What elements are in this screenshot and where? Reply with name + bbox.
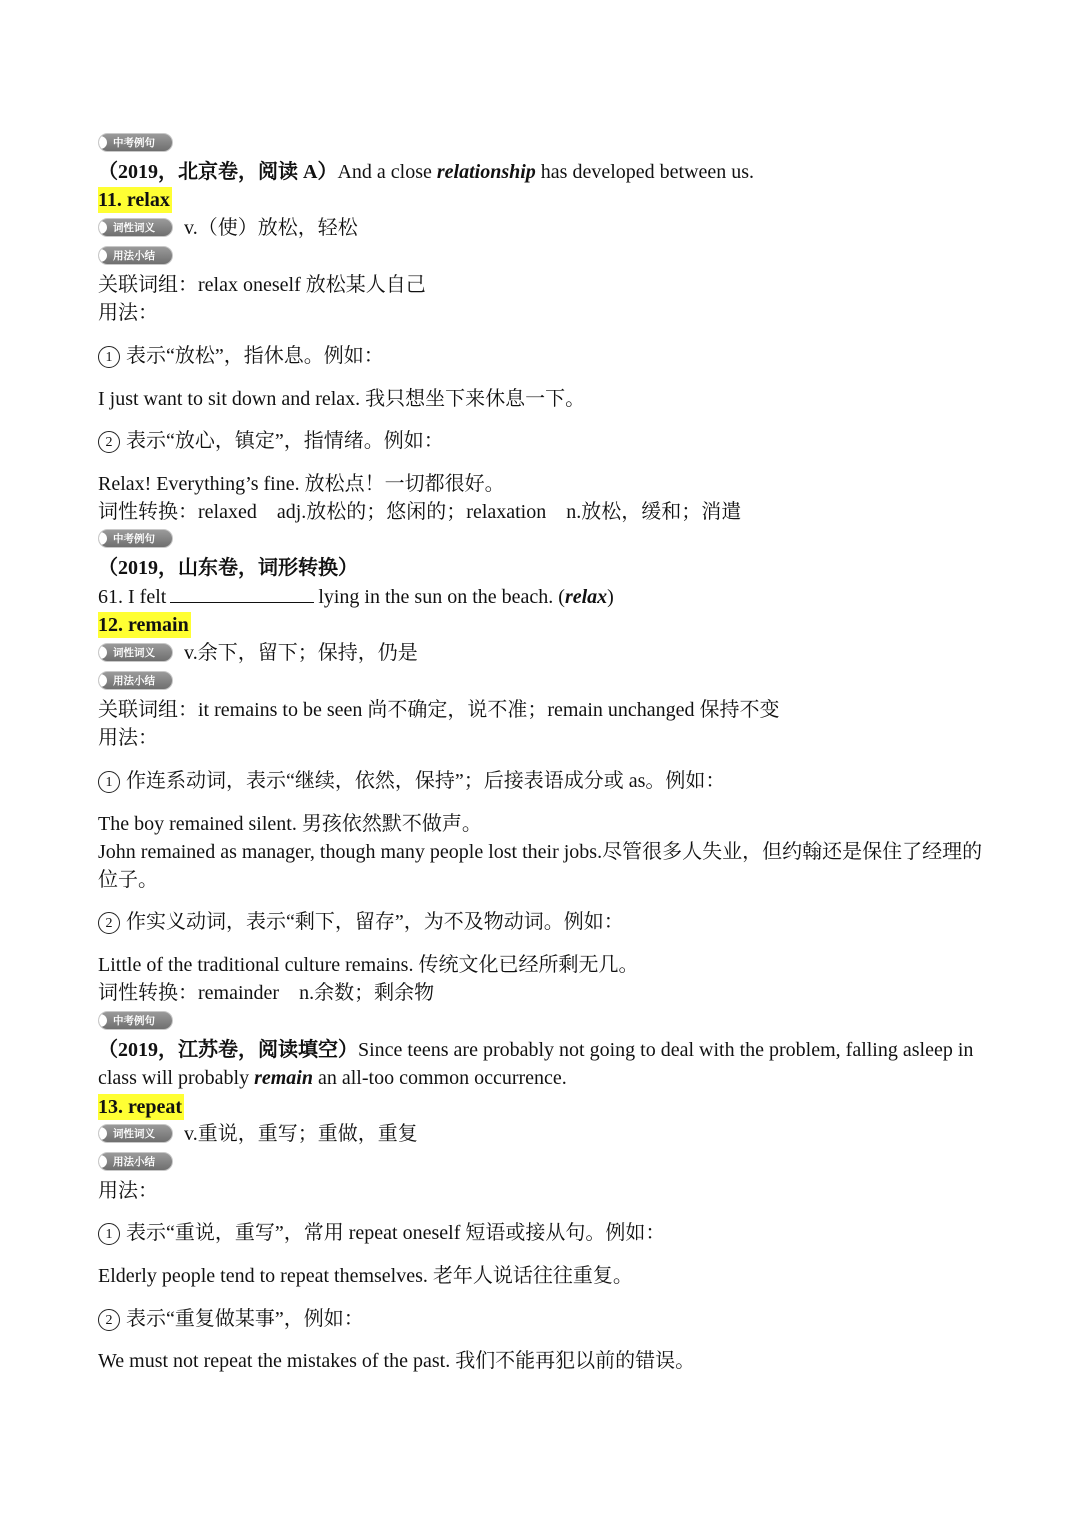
key-word: relationship bbox=[436, 161, 536, 183]
example-sentence: John remained as manager, though many people lost their jobs.尽管很多人失业，但约翰还是保住了经理的位子。 bbox=[98, 841, 983, 891]
circled-number: 2 bbox=[98, 912, 120, 934]
example-sentence: Relax! Everything’s fine. 放松点！一切都很好。 bbox=[98, 473, 505, 495]
usage-badge: 用法小结 bbox=[98, 671, 173, 690]
exam-example-badge: 中考例句 bbox=[98, 1011, 173, 1030]
question-text: ) bbox=[607, 586, 614, 608]
circled-number: 1 bbox=[98, 771, 120, 793]
exam-source: （2019，北京卷，阅读 A） bbox=[98, 161, 338, 183]
answer-blank[interactable] bbox=[170, 584, 314, 603]
example-sentence: Elderly people tend to repeat themselves. 老年人说话往往重复。 bbox=[98, 1265, 633, 1287]
word-meaning: v.重说，重写；重做，重复 bbox=[184, 1123, 418, 1145]
related-phrases: 关联词组：it remains to be seen 尚不确定，说不准；remain unchanged 保持不变 bbox=[98, 699, 780, 721]
usage-item bbox=[98, 767, 996, 795]
meaning-badge: 词性词义 bbox=[98, 218, 173, 237]
sentence-text: And a close bbox=[337, 161, 437, 183]
question-text: lying in the sun on the beach. ( bbox=[318, 586, 565, 608]
usage-label: 用法： bbox=[98, 727, 158, 749]
circled-number: 2 bbox=[98, 431, 120, 453]
word-meaning: v.余下，留下；保持，仍是 bbox=[184, 642, 418, 664]
usage-badge: 用法小结 bbox=[98, 246, 173, 265]
usage-item bbox=[98, 427, 996, 455]
exam-sentence bbox=[98, 158, 996, 186]
key-word: remain bbox=[254, 1067, 313, 1089]
meaning-badge: 词性词义 bbox=[98, 643, 173, 662]
circled-number: 1 bbox=[98, 1223, 120, 1245]
usage-text: 表示“放松”，指休息。例如： bbox=[126, 345, 384, 367]
exam-sentence bbox=[98, 1036, 996, 1092]
sentence-text: has developed between us. bbox=[535, 161, 755, 183]
usage-item bbox=[98, 1305, 996, 1333]
exam-example-badge: 中考例句 bbox=[98, 133, 173, 152]
circled-number: 2 bbox=[98, 1309, 120, 1331]
example-sentence: The boy remained silent. 男孩依然默不做声。 bbox=[98, 813, 482, 835]
word-conversion: 词性转换：relaxed adj.放松的；悠闲的；relaxation n.放松，缓和；消遣 bbox=[98, 501, 742, 523]
example-sentence: We must not repeat the mistakes of the past. 我们不能再犯以前的错误。 bbox=[98, 1350, 696, 1372]
exam-source: （2019，山东卷，词形转换） bbox=[98, 557, 358, 579]
word-conversion: 词性转换：remainder n.余数；剩余物 bbox=[98, 982, 435, 1004]
circled-number: 1 bbox=[98, 346, 120, 368]
usage-text: 表示“放心，镇定”，指情绪。例如： bbox=[126, 430, 444, 452]
exam-source: （2019，江苏卷，阅读填空） bbox=[98, 1039, 358, 1061]
sentence-text: an all-too common occurrence. bbox=[313, 1067, 567, 1089]
usage-item bbox=[98, 342, 996, 370]
usage-label: 用法： bbox=[98, 1180, 158, 1202]
usage-text: 作实义动词，表示“剩下，留存”，为不及物动词。例如： bbox=[126, 911, 624, 933]
example-sentence: I just want to sit down and relax. 我只想坐下来休息一下。 bbox=[98, 388, 586, 410]
question-text: 61. I felt bbox=[98, 586, 167, 608]
usage-item bbox=[98, 908, 996, 936]
usage-text: 作连系动词，表示“继续，依然，保持”；后接表语成分或 as。例如： bbox=[126, 770, 726, 792]
sentence-text: Since teens are probably not going to deal with the problem, falling asleep in class will probably bbox=[98, 1039, 974, 1089]
word-meaning: v.（使）放松，轻松 bbox=[184, 217, 358, 239]
word-heading-repeat: 13. repeat bbox=[98, 1096, 183, 1118]
word-heading-remain: 12. remain bbox=[98, 614, 189, 636]
example-sentence: Little of the traditional culture remains. 传统文化已经所剩无几。 bbox=[98, 954, 639, 976]
usage-item bbox=[98, 1219, 996, 1247]
exam-fill-question bbox=[98, 583, 996, 611]
usage-text: 表示“重说，重写”，常用 repeat oneself 短语或接从句。例如： bbox=[126, 1222, 666, 1244]
exam-example-badge: 中考例句 bbox=[98, 529, 173, 548]
related-phrases: 关联词组：relax oneself 放松某人自己 bbox=[98, 274, 426, 296]
hint-word: relax bbox=[564, 586, 608, 608]
usage-text: 表示“重复做某事”，例如： bbox=[126, 1308, 364, 1330]
word-heading-relax: 11. relax bbox=[98, 189, 170, 211]
usage-badge: 用法小结 bbox=[98, 1152, 173, 1171]
usage-label: 用法： bbox=[98, 302, 158, 324]
meaning-badge: 词性词义 bbox=[98, 1124, 173, 1143]
